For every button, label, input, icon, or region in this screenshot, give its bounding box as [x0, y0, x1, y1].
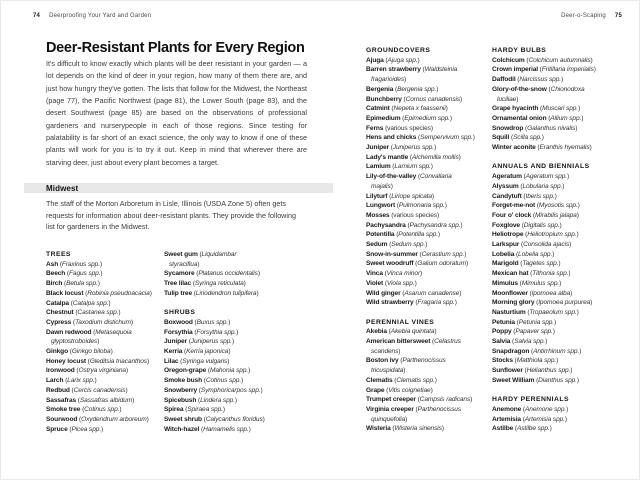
running-head-right — [561, 13, 622, 19]
plant-item: Lamium (Lamium spp.) — [366, 163, 433, 171]
plant-item: Witch-hazel (Hamamelis spp.) — [164, 425, 251, 433]
list-heading-annuals_biennials: ANNUALS AND BIENNIALS — [492, 163, 590, 171]
plant-item: Foxglove (Digitalis spp.) — [492, 221, 562, 229]
plant-item: Forsythia (Forsythia spp.) — [164, 328, 239, 336]
plant-item: Grape hyacinth (Muscari spp.) — [492, 105, 581, 113]
plant-item-continuation: luciliae) — [497, 95, 519, 103]
plant-item: Artemisia (Artemisia spp.) — [492, 415, 567, 423]
list-heading-hardy_bulbs: HARDY BULBS — [492, 47, 547, 54]
list-heading-perennial_vines: PERENNIAL VINES — [366, 318, 435, 326]
plant-item: Spirea (Spiraea spp.) — [164, 406, 225, 414]
plant-item: Spruce (Picea spp.) — [46, 425, 104, 433]
page-number-left: 74 — [33, 13, 41, 19]
list-heading-shrubs: SHRUBS — [164, 309, 196, 317]
list-heading-groundcovers: GROUNDCOVERS — [366, 47, 431, 54]
plant-item: Smoke bush (Cotinus spp.) — [164, 377, 244, 385]
plant-item: Lilyturf (Liriope spicata) — [366, 192, 434, 200]
plant-item: Sweet woodruff (Galium odoratum) — [366, 260, 469, 268]
plant-item: Bunchberry (Cornus canadensis) — [366, 95, 463, 103]
plant-item: Snowberry (Symphoricarpos spp.) — [164, 386, 263, 394]
plant-item: Akebia (Akebia quintata) — [366, 328, 437, 336]
plant-item: Juniper (Juniperus spp.) — [164, 338, 235, 346]
plant-item: Sweet gum (Liquidambar — [164, 251, 237, 258]
plant-item: Nasturtium (Tropaeolum spp.) — [492, 308, 579, 316]
plant-item: Beech (Fagus spp.) — [46, 270, 103, 278]
plant-item: Cypress (Taxodium distichum) — [46, 318, 133, 326]
plant-item: Lady's mantle (Alchemilla mollis) — [366, 153, 461, 161]
plant-item: Ferns (various species) — [366, 124, 433, 132]
plant-item: Crown imperial (Fritillaria imperialis) — [492, 66, 596, 74]
plant-item: Boxwood (Buxus spp.) — [164, 318, 231, 326]
plant-item: Heliotrope (Heliotropium spp.) — [492, 231, 579, 239]
plant-item: Catalpa (Catalpa spp.) — [46, 299, 111, 307]
plant-item: Barren strawberry (Waldsteinia — [366, 66, 458, 74]
plant-item: Grape (Vitis coignetiae) — [366, 386, 433, 394]
plant-list-column-trees-continued-shrubs — [164, 250, 280, 434]
plant-item: Ornamental onion (Allium spp.) — [492, 114, 584, 122]
plant-item-continuation: scandens) — [371, 347, 401, 355]
plant-item: Sycamore (Platanus occidentalis) — [164, 270, 260, 278]
plant-item: Ironwood (Ostrya virginiana) — [46, 367, 129, 375]
plant-item: Virginia creeper (Parthenocissus — [366, 406, 462, 413]
plant-item: Vinca (Vinca minor) — [366, 270, 423, 278]
plant-item: Juniper (Juniperus spp.) — [366, 144, 437, 152]
plant-item: Boston ivy (Parthenocissus — [366, 357, 446, 365]
plant-item: Ginkgo (Ginkgo biloba) — [46, 348, 113, 356]
plant-item: Catmint (Nepeta x faassenii) — [366, 105, 448, 113]
plant-item: Mimulus (Mimulus spp.) — [492, 279, 562, 287]
page-number-right: 75 — [614, 13, 622, 19]
plant-item: Astilbe (Astilbe spp.) — [492, 425, 552, 433]
plant-item: Poppy (Papaver spp.) — [492, 328, 555, 336]
region-heading-bar — [24, 183, 333, 193]
plant-item: Clematis (Clematis spp.) — [366, 376, 437, 384]
plant-item-continuation: styraciflua) — [169, 260, 200, 268]
plant-item: Sunflower (Helianthus spp.) — [492, 367, 573, 375]
plant-item: Glory-of-the-snow (Chionodoxa — [492, 85, 585, 93]
plant-item: Sweet shrub (Calycanthus floridus) — [164, 415, 265, 423]
plant-item: Lily-of-the-valley (Convallaria — [366, 173, 452, 181]
plant-item: Pachysandra (Pachysandra spp.) — [366, 221, 463, 229]
plant-item: Colchicum (Colchicum autumnalis) — [492, 56, 593, 64]
plant-item: Lobelia (Lobelia spp.) — [492, 250, 555, 258]
plant-item: Candytuft (Iberis spp.) — [492, 192, 557, 200]
plant-item: Trumpet creeper (Campsis radicans) — [366, 396, 473, 404]
plant-item: Salvia (Salvia spp.) — [492, 338, 548, 346]
plant-item-continuation: tricuspidata) — [371, 367, 406, 375]
list-heading-trees: TREES — [46, 251, 71, 258]
plant-item: Four o' clock (Mirabilis jalapa) — [492, 211, 579, 219]
plant-item: Alyssum (Lobularia spp.) — [492, 182, 565, 190]
article-title: Deer-Resistant Plants for Every Region — [46, 40, 305, 56]
plant-item-continuation: quinquefolia) — [371, 415, 408, 423]
plant-item: Anemone (Anemone spp.) — [492, 405, 569, 413]
region-heading: Midwest — [46, 183, 79, 193]
plant-item: Dawn redwood (Metasequoia — [46, 328, 132, 336]
plant-item: Wild ginger (Asarum canadense) — [366, 289, 462, 297]
intro-paragraph: It's difficult to know exactly which plants will be deer resistant in your garden — a lot depends on the kind of deer in your region, how many of them there are, and just how hungry they've gotten. The lists that follow for the Midwest, the Northeast (page 77), the Pacific Northwest (page 81), the Lower South (page 83), and the desert Southwest (page 85) are based on the observations of professional gardeners and nurserypeople in each of those regions. Since testing for palatability is far short of an exact science, the only way to know if one of these plants will work for you is to try it out. Keep in mind that wherever there are starving deer, just about every plant becomes a target. — [46, 59, 307, 167]
plant-item: Daffodil (Narcissus spp.) — [492, 76, 564, 84]
plant-item: Squill (Scilla spp.) — [492, 134, 544, 142]
plant-item: Stocks (Matthiola spp.) — [492, 357, 559, 365]
plant-item: Spicebush (Lindera spp.) — [164, 396, 237, 404]
plant-item: Snapdragon (Antirrhinum spp.) — [492, 347, 582, 355]
plant-item: Honey locust (Gleditsia triacanthos) — [46, 357, 150, 365]
plant-item: Kerria (Kerria japonica) — [164, 348, 231, 356]
plant-item: Sedum (Sedum spp.) — [366, 241, 428, 249]
plant-item: Forget-me-not (Myosotis spp.) — [492, 202, 580, 210]
plant-item: American bittersweet (Celastrus — [366, 338, 461, 346]
plant-item: Ajuga (Ajuga spp.) — [366, 56, 420, 64]
plant-item-continuation: glyptostroboides) — [51, 338, 100, 346]
plant-item: Sassafras (Sassafras albidum) — [46, 396, 135, 404]
plant-item: Moonflower (Ipomoea alba) — [492, 289, 573, 297]
plant-item: Mexican hat (Tithonia spp.) — [492, 270, 571, 278]
plant-item: Lungwort (Pulmonaria spp.) — [366, 202, 447, 210]
plant-list-column-bulbs-annuals-perennials — [492, 46, 632, 434]
plant-item: Oregon-grape (Mahonia spp.) — [164, 367, 251, 375]
list-heading-hardy_perennials: HARDY PERENNIALS — [492, 396, 569, 404]
plant-item-continuation: majalis) — [371, 182, 393, 190]
plant-item: Potentilla (Potentilla spp.) — [366, 231, 440, 239]
plant-item: Black locust (Robinia pseudoacacia) — [46, 289, 152, 297]
plant-item: Ash (Fraxinus spp.) — [46, 260, 103, 268]
plant-item: Tree lilac (Syringa reticulata) — [164, 280, 246, 288]
running-head-left-title: Deerproofing Your Yard and Garden — [49, 13, 152, 19]
plant-item: Sourwood (Oxydendrum arboreum) — [46, 415, 149, 423]
plant-item: Chestnut (Castanea spp.) — [46, 309, 121, 317]
plant-item: Hens and chicks (Sempervivum spp.) — [366, 134, 475, 142]
plant-item: Wisteria (Wisteria sinensis) — [366, 425, 444, 433]
plant-item: Morning glory (Ipomoea purpurea) — [492, 299, 593, 307]
plant-item: Bergenia (Bergenia spp.) — [366, 85, 439, 93]
plant-item: Snowdrop (Galanthus nivalis) — [492, 124, 578, 132]
plant-item: Wild strawberry (Fragaria spp.) — [366, 299, 457, 307]
running-head-right-title: Deer-o-Scaping — [561, 13, 606, 19]
plant-item: Ageratum (Ageratum spp.) — [492, 173, 570, 181]
plant-item: Birch (Betula spp.) — [46, 280, 100, 288]
plant-item: Sweet William (Dianthus spp.) — [492, 376, 579, 384]
plant-item: Mosses (various species) — [366, 211, 440, 219]
plant-item: Lilac (Syringa vulgaris) — [164, 357, 230, 365]
plant-item: Epimedium (Epimedium spp.) — [366, 114, 452, 122]
plant-item: Smoke tree (Cotinus spp.) — [46, 406, 122, 414]
plant-item: Larkspur (Consolida ajacis) — [492, 241, 572, 249]
plant-item: Winter aconite (Eranthis hyemalis) — [492, 144, 592, 152]
plant-item: Tulip tree (Liriodendron tulipifera) — [164, 289, 259, 297]
plant-item: Larch (Larix spp.) — [46, 377, 97, 385]
plant-item: Petunia (Petunia spp.) — [492, 318, 557, 326]
plant-item: Redbud (Cercis canadensis) — [46, 386, 128, 394]
running-head-left — [33, 13, 151, 19]
plant-item: Marigold (Tagetes spp.) — [492, 260, 561, 268]
region-intro-paragraph: The staff of the Morton Arboretum in Lisle, Illinois (USDA Zone 5) often gets requests for information about deer-resistant plants. They provide the following list for gardeners in the Midwest. — [46, 199, 296, 232]
plant-list-column-groundcovers-vines — [366, 46, 494, 434]
plant-item: Snow-in-summer (Cerastium spp.) — [366, 250, 467, 258]
plant-item: Violet (Viola spp.) — [366, 279, 417, 287]
plant-item-continuation: fragarioides) — [371, 76, 407, 84]
plant-list-column-trees — [46, 250, 166, 434]
